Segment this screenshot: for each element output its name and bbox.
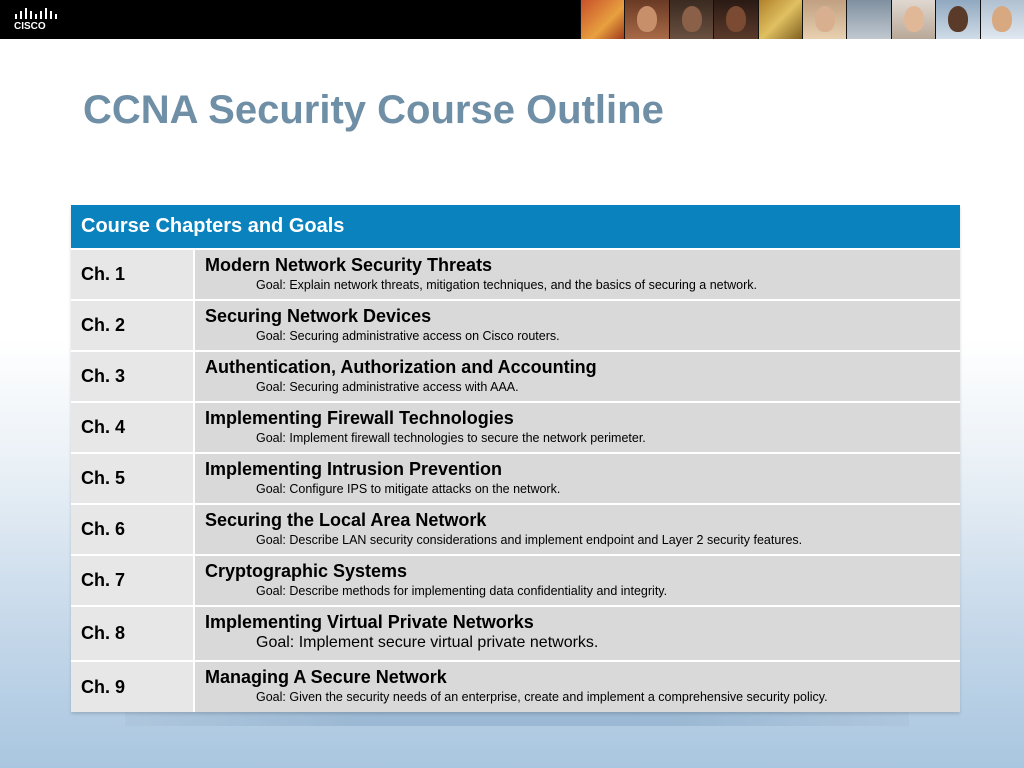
face-image bbox=[992, 6, 1012, 32]
chapter-goal: Goal: Implement firewall technologies to secure the network perimeter. bbox=[256, 431, 646, 445]
table-row bbox=[71, 503, 960, 554]
cisco-wordmark: CISCO bbox=[14, 21, 46, 32]
photo-tile bbox=[713, 0, 757, 39]
table-row bbox=[71, 401, 960, 452]
photo-tile bbox=[624, 0, 668, 39]
chapter-details bbox=[195, 505, 960, 554]
chapter-goal: Goal: Describe methods for implementing data confidentiality and integrity. bbox=[256, 584, 668, 598]
table-row bbox=[71, 452, 960, 503]
chapter-goal: Goal: Securing administrative access on Cisco routers. bbox=[256, 329, 560, 343]
chapter-details bbox=[195, 250, 960, 299]
chapter-details bbox=[195, 607, 960, 660]
photo-strip bbox=[580, 0, 1024, 39]
top-banner bbox=[0, 0, 1024, 39]
chapter-title: Modern Network Security Threats bbox=[205, 255, 493, 275]
chapter-number: Ch. 5 bbox=[71, 454, 195, 503]
cisco-logo bbox=[14, 7, 58, 33]
chapter-goal: Goal: Explain network threats, mitigation techniques, and the basics of securing a network. bbox=[256, 278, 757, 292]
table-row bbox=[71, 248, 960, 299]
face-image bbox=[726, 6, 746, 32]
chapter-number: Ch. 4 bbox=[71, 403, 195, 452]
photo-tile bbox=[758, 0, 802, 39]
table-row bbox=[71, 660, 960, 712]
table-row bbox=[71, 554, 960, 605]
photo-tile bbox=[669, 0, 713, 39]
chapter-title: Securing Network Devices bbox=[205, 306, 432, 326]
chapter-title: Securing the Local Area Network bbox=[205, 510, 487, 530]
chapter-goal: Goal: Securing administrative access with AAA. bbox=[256, 380, 519, 394]
chapters-table bbox=[71, 205, 960, 712]
chapter-goal: Goal: Describe LAN security considerations and implement endpoint and Layer 2 security features. bbox=[256, 533, 803, 547]
chapter-title: Implementing Firewall Technologies bbox=[205, 408, 514, 428]
chapter-details bbox=[195, 662, 960, 712]
chapter-title: Managing A Secure Network bbox=[205, 667, 447, 687]
chapter-details bbox=[195, 301, 960, 350]
chapter-number: Ch. 1 bbox=[71, 250, 195, 299]
chapter-number: Ch. 9 bbox=[71, 662, 195, 712]
photo-tile bbox=[802, 0, 846, 39]
face-image bbox=[948, 6, 968, 32]
chapter-goal: Goal: Given the security needs of an enterprise, create and implement a comprehensive security policy. bbox=[256, 690, 828, 704]
chapter-title: Authentication, Authorization and Accounting bbox=[205, 357, 597, 377]
photo-tile bbox=[846, 0, 890, 39]
table-shadow bbox=[125, 712, 909, 726]
face-image bbox=[815, 6, 835, 32]
chapter-number: Ch. 8 bbox=[71, 607, 195, 660]
photo-tile bbox=[891, 0, 935, 39]
chapter-details bbox=[195, 352, 960, 401]
table-row bbox=[71, 350, 960, 401]
page-title: CCNA Security Course Outline bbox=[83, 88, 664, 132]
table-row bbox=[71, 299, 960, 350]
photo-tile bbox=[980, 0, 1024, 39]
chapter-details bbox=[195, 403, 960, 452]
cisco-bars-icon bbox=[14, 7, 58, 21]
table-row bbox=[71, 605, 960, 660]
face-image bbox=[682, 6, 702, 32]
chapter-number: Ch. 7 bbox=[71, 556, 195, 605]
photo-tile bbox=[580, 0, 624, 39]
face-image bbox=[637, 6, 657, 32]
chapter-number: Ch. 2 bbox=[71, 301, 195, 350]
chapter-title: Implementing Virtual Private Networks bbox=[205, 612, 534, 632]
chapter-details bbox=[195, 556, 960, 605]
chapter-title: Implementing Intrusion Prevention bbox=[205, 459, 503, 479]
chapter-number: Ch. 3 bbox=[71, 352, 195, 401]
chapter-goal: Goal: Implement secure virtual private networks. bbox=[256, 634, 599, 651]
chapter-title: Cryptographic Systems bbox=[205, 561, 408, 581]
chapter-number: Ch. 6 bbox=[71, 505, 195, 554]
chapter-goal: Goal: Configure IPS to mitigate attacks on the network. bbox=[256, 482, 561, 496]
chapter-details bbox=[195, 454, 960, 503]
table-heading: Course Chapters and Goals bbox=[71, 205, 960, 248]
photo-tile bbox=[935, 0, 979, 39]
face-image bbox=[904, 6, 924, 32]
